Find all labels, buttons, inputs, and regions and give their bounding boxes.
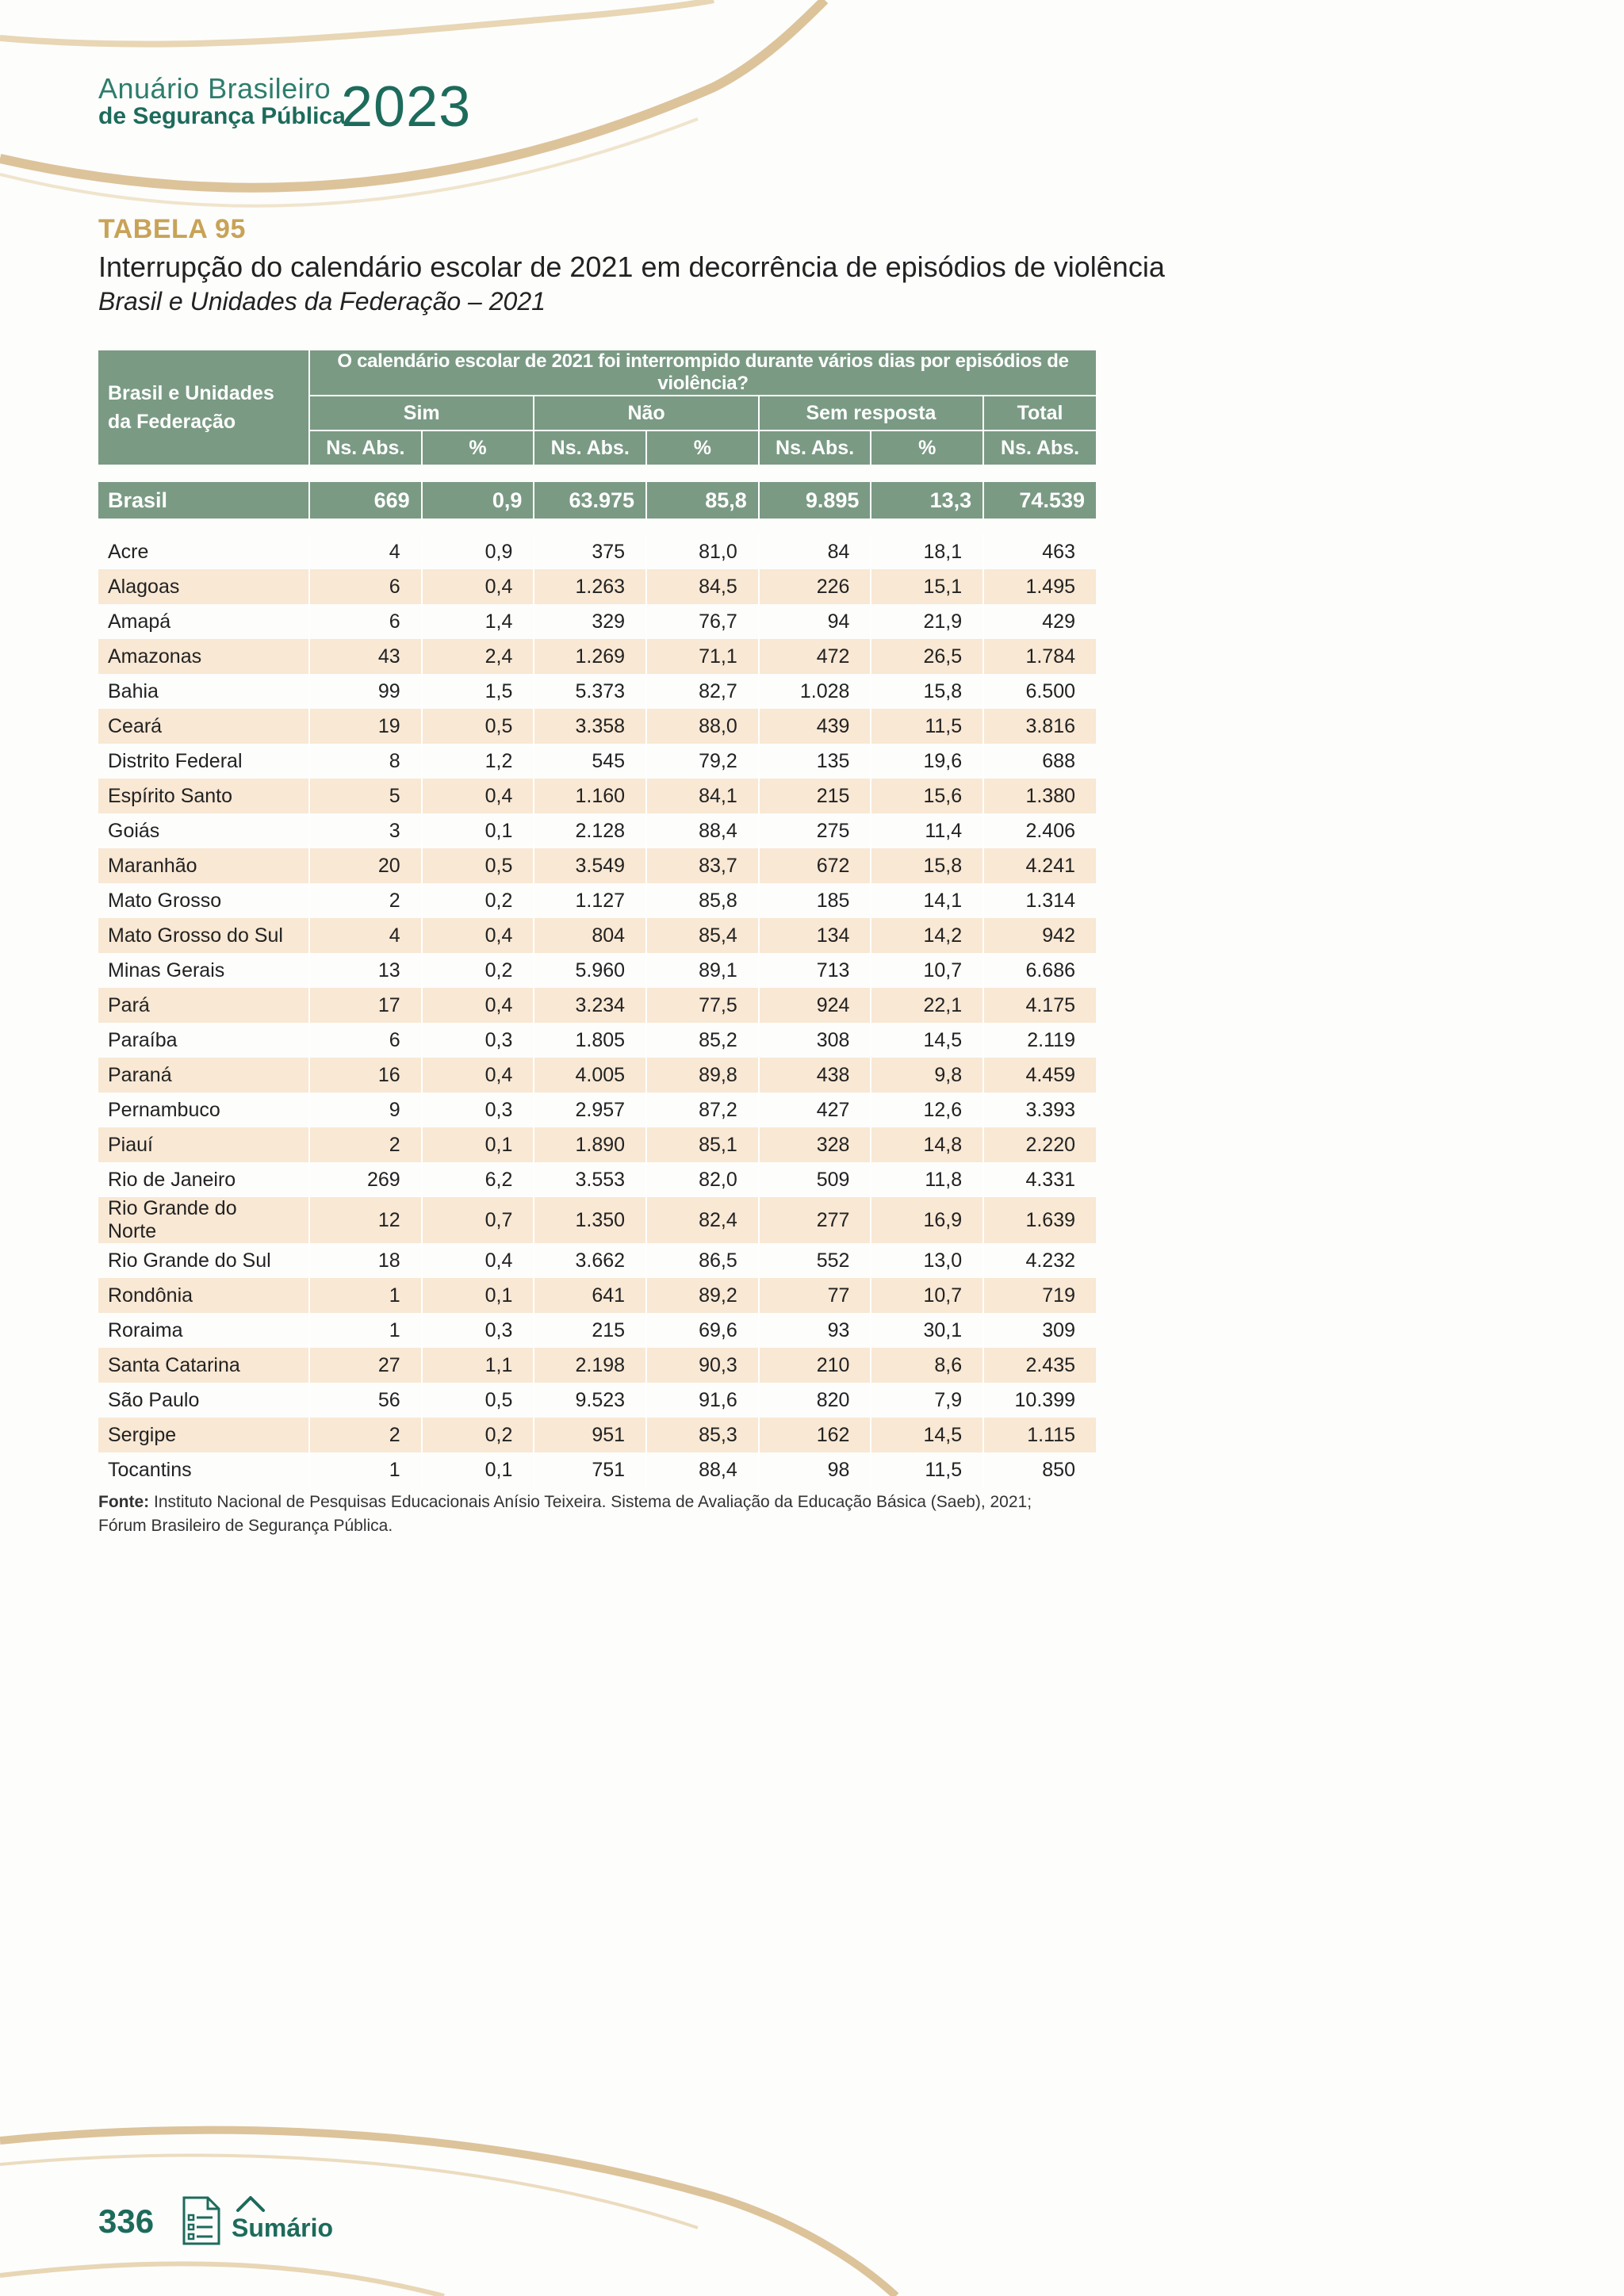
table-cell: 21,9: [871, 604, 983, 639]
table-cell: 0,1: [422, 1127, 534, 1162]
table-cell: 6.500: [983, 674, 1096, 709]
table-cell: 1.028: [759, 674, 871, 709]
table-cell: 2.198: [534, 1348, 646, 1383]
table-cell: Rio de Janeiro: [98, 1162, 309, 1197]
table-cell: 509: [759, 1162, 871, 1197]
header-region: Brasil e Unidades da Federação: [98, 350, 309, 465]
table-cell: 3.662: [534, 1243, 646, 1278]
table-cell: Amapá: [98, 604, 309, 639]
subheader-cell: Ns. Abs.: [534, 430, 646, 465]
data-table: [98, 350, 1096, 1487]
table-cell: 63.975: [534, 482, 646, 519]
table-cell: 4.241: [983, 848, 1096, 883]
table-cell: 15,8: [871, 848, 983, 883]
document-list-icon[interactable]: [181, 2195, 222, 2247]
table-cell: 18: [309, 1243, 422, 1278]
table-cell: 84,5: [646, 569, 759, 604]
table-cell: Pernambuco: [98, 1093, 309, 1127]
table-cell: Mato Grosso: [98, 883, 309, 918]
table-cell: 89,1: [646, 953, 759, 988]
table-title: Interrupção do calendário escolar de 2021 em decorrência de episódios de violência: [98, 251, 1165, 283]
table-cell: 751: [534, 1452, 646, 1487]
table-cell: 1.495: [983, 569, 1096, 604]
table-cell: 76,7: [646, 604, 759, 639]
table-cell: 87,2: [646, 1093, 759, 1127]
table-cell: 2: [309, 1418, 422, 1452]
table-cell: 713: [759, 953, 871, 988]
table-cell: 13,3: [871, 482, 983, 519]
table-cell: 3: [309, 813, 422, 848]
table-cell: 4: [309, 918, 422, 953]
table-cell: 86,5: [646, 1243, 759, 1278]
table-cell: 10,7: [871, 1278, 983, 1313]
table-cell: 30,1: [871, 1313, 983, 1348]
table-cell: 688: [983, 744, 1096, 779]
table-cell: 641: [534, 1278, 646, 1313]
table-cell: 5.373: [534, 674, 646, 709]
table-cell: 77: [759, 1278, 871, 1313]
table-cell: 162: [759, 1418, 871, 1452]
subheader-cell: %: [871, 430, 983, 465]
table-cell: 0,3: [422, 1093, 534, 1127]
table-cell: 375: [534, 534, 646, 569]
table-cell: 8,6: [871, 1348, 983, 1383]
table-cell: 16: [309, 1058, 422, 1093]
table-cell: 0,5: [422, 848, 534, 883]
table-cell: 1.350: [534, 1197, 646, 1243]
table-cell: Sergipe: [98, 1418, 309, 1452]
table-cell: 9: [309, 1093, 422, 1127]
table-cell: 463: [983, 534, 1096, 569]
table-cell: 1.263: [534, 569, 646, 604]
table-cell: 99: [309, 674, 422, 709]
table-cell: 0,9: [422, 534, 534, 569]
table-cell: 84,1: [646, 779, 759, 813]
table-cell: 4: [309, 534, 422, 569]
table-cell: Maranhão: [98, 848, 309, 883]
table-cell: 2: [309, 883, 422, 918]
table-row: [98, 1023, 1096, 1058]
table-cell: 719: [983, 1278, 1096, 1313]
table-cell: Amazonas: [98, 639, 309, 674]
publication-brand: [98, 72, 472, 139]
table-cell: 0,4: [422, 1058, 534, 1093]
table-cell: 13: [309, 953, 422, 988]
table-cell: 83,7: [646, 848, 759, 883]
table-cell: Pará: [98, 988, 309, 1023]
table-cell: 1,1: [422, 1348, 534, 1383]
table-cell: 82,0: [646, 1162, 759, 1197]
table-cell: 74.539: [983, 482, 1096, 519]
table-cell: 672: [759, 848, 871, 883]
table-cell: 472: [759, 639, 871, 674]
table-cell: 14,8: [871, 1127, 983, 1162]
table-cell: 88,0: [646, 709, 759, 744]
table-cell: 14,1: [871, 883, 983, 918]
table-cell: 18,1: [871, 534, 983, 569]
source-line2: Fórum Brasileiro de Segurança Pública.: [98, 1517, 393, 1535]
table-cell: 0,3: [422, 1023, 534, 1058]
table-cell: 1.127: [534, 883, 646, 918]
table-cell: 2.406: [983, 813, 1096, 848]
table-cell: 2.119: [983, 1023, 1096, 1058]
table-cell: 16,9: [871, 1197, 983, 1243]
table-cell: 4.232: [983, 1243, 1096, 1278]
table-row: [98, 883, 1096, 918]
table-cell: 185: [759, 883, 871, 918]
table-cell: 804: [534, 918, 646, 953]
header-group-nao: Não: [534, 396, 758, 430]
table-cell: 0,7: [422, 1197, 534, 1243]
table-row: [98, 813, 1096, 848]
table-cell: 10,7: [871, 953, 983, 988]
table-cell: Mato Grosso do Sul: [98, 918, 309, 953]
table-row: [98, 1093, 1096, 1127]
table-row: [98, 569, 1096, 604]
header-group-total: Total: [983, 396, 1096, 430]
table-cell: 26,5: [871, 639, 983, 674]
table-cell: 11,5: [871, 1452, 983, 1487]
summary-label: Sumário: [232, 2214, 334, 2242]
table-row: [98, 1313, 1096, 1348]
table-cell: 3.549: [534, 848, 646, 883]
table-cell: 0,5: [422, 1383, 534, 1418]
table-cell: 0,1: [422, 813, 534, 848]
table-cell: 90,3: [646, 1348, 759, 1383]
table-cell: Rio Grande do Norte: [98, 1197, 309, 1243]
header-group-sem-resposta: Sem resposta: [759, 396, 983, 430]
table-cell: São Paulo: [98, 1383, 309, 1418]
table-cell: 0,1: [422, 1278, 534, 1313]
header-question: O calendário escolar de 2021 foi interrompido durante vários dias por episódios de violência?: [309, 350, 1096, 396]
table-cell: 93: [759, 1313, 871, 1348]
table-row: [98, 674, 1096, 709]
table-cell: 11,8: [871, 1162, 983, 1197]
table-cell: 0,4: [422, 569, 534, 604]
table-cell: 438: [759, 1058, 871, 1093]
table-cell: 1.639: [983, 1197, 1096, 1243]
table-cell: 545: [534, 744, 646, 779]
table-cell: Ceará: [98, 709, 309, 744]
table-cell: 0,5: [422, 709, 534, 744]
table-cell: 84: [759, 534, 871, 569]
table-cell: 17: [309, 988, 422, 1023]
table-row: [98, 639, 1096, 674]
table-cell: 15,8: [871, 674, 983, 709]
table-cell: 14,2: [871, 918, 983, 953]
table-cell: 1: [309, 1313, 422, 1348]
table-cell: 2: [309, 1127, 422, 1162]
table-cell: 1.115: [983, 1418, 1096, 1452]
table-cell: 3.816: [983, 709, 1096, 744]
table-cell: Paraíba: [98, 1023, 309, 1058]
table-row: [98, 988, 1096, 1023]
table-cell: 210: [759, 1348, 871, 1383]
table-cell: 8: [309, 744, 422, 779]
table-row-brasil: [98, 482, 1096, 519]
table-cell: 85,3: [646, 1418, 759, 1452]
table-cell: 3.393: [983, 1093, 1096, 1127]
table-cell: 9.523: [534, 1383, 646, 1418]
table-row: [98, 1243, 1096, 1278]
table-cell: 2.128: [534, 813, 646, 848]
table-cell: 269: [309, 1162, 422, 1197]
chevron-up-icon: [235, 2195, 266, 2212]
table-cell: 439: [759, 709, 871, 744]
table-cell: 2.220: [983, 1127, 1096, 1162]
table-cell: 6: [309, 569, 422, 604]
table-row: [98, 744, 1096, 779]
table-cell: 85,2: [646, 1023, 759, 1058]
table-cell: 85,1: [646, 1127, 759, 1162]
table-cell: 1.314: [983, 883, 1096, 918]
table-cell: 11,5: [871, 709, 983, 744]
brand-line1: Anuário Brasileiro: [98, 72, 331, 105]
table-cell: 309: [983, 1313, 1096, 1348]
table-row: [98, 709, 1096, 744]
table-cell: Santa Catarina: [98, 1348, 309, 1383]
table-cell: 13,0: [871, 1243, 983, 1278]
table-cell: 56: [309, 1383, 422, 1418]
table-cell: 850: [983, 1452, 1096, 1487]
table-row: [98, 953, 1096, 988]
table-row: [98, 1278, 1096, 1313]
table-cell: 14,5: [871, 1023, 983, 1058]
table-cell: 3.358: [534, 709, 646, 744]
table-cell: 2.435: [983, 1348, 1096, 1383]
table-cell: Tocantins: [98, 1452, 309, 1487]
table-cell: 226: [759, 569, 871, 604]
table-cell: 215: [534, 1313, 646, 1348]
table-cell: Roraima: [98, 1313, 309, 1348]
table-cell: 3.553: [534, 1162, 646, 1197]
table-cell: 329: [534, 604, 646, 639]
table-cell: 6: [309, 1023, 422, 1058]
table-row: [98, 604, 1096, 639]
table-row: [98, 534, 1096, 569]
table-cell: 4.331: [983, 1162, 1096, 1197]
table-cell: 5: [309, 779, 422, 813]
table-cell: 43: [309, 639, 422, 674]
table-row: [98, 1348, 1096, 1383]
table-cell: 9,8: [871, 1058, 983, 1093]
table-cell: 85,8: [646, 883, 759, 918]
table-cell: 215: [759, 779, 871, 813]
table-cell: 4.175: [983, 988, 1096, 1023]
table-cell: 1: [309, 1452, 422, 1487]
source-note: [98, 1490, 1208, 1538]
table-cell: 91,6: [646, 1383, 759, 1418]
table-cell: 135: [759, 744, 871, 779]
source-line1: Instituto Nacional de Pesquisas Educacionais Anísio Teixeira. Sistema de Avaliação da Educação Básica (Saeb), 2021;: [149, 1493, 1032, 1511]
table-cell: 19,6: [871, 744, 983, 779]
table-cell: 1.890: [534, 1127, 646, 1162]
table-cell: 85,8: [646, 482, 759, 519]
table-row: [98, 779, 1096, 813]
table-cell: 12,6: [871, 1093, 983, 1127]
table-cell: 924: [759, 988, 871, 1023]
table-cell: Minas Gerais: [98, 953, 309, 988]
table-cell: 0,1: [422, 1452, 534, 1487]
table-row: [98, 1418, 1096, 1452]
table-cell: 0,2: [422, 883, 534, 918]
table-cell: 1: [309, 1278, 422, 1313]
table-cell: Goiás: [98, 813, 309, 848]
table-cell: 429: [983, 604, 1096, 639]
table-cell: 0,9: [422, 482, 534, 519]
table-cell: 82,4: [646, 1197, 759, 1243]
table-cell: Brasil: [98, 482, 309, 519]
table-cell: 11,4: [871, 813, 983, 848]
subheader-cell: Ns. Abs.: [983, 430, 1096, 465]
table-body: [98, 465, 1096, 1487]
table-cell: 88,4: [646, 1452, 759, 1487]
table-cell: 427: [759, 1093, 871, 1127]
table-row: [98, 1058, 1096, 1093]
table-row: [98, 848, 1096, 883]
subheader-cell: Ns. Abs.: [309, 430, 422, 465]
table-cell: 89,2: [646, 1278, 759, 1313]
table-cell: 2.957: [534, 1093, 646, 1127]
table-cell: 820: [759, 1383, 871, 1418]
subheader-cell: %: [646, 430, 759, 465]
table-cell: 0,2: [422, 1418, 534, 1452]
table-cell: 15,1: [871, 569, 983, 604]
page-number: 336: [98, 2202, 155, 2240]
table-cell: Rondônia: [98, 1278, 309, 1313]
table-cell: 669: [309, 482, 422, 519]
table-cell: 22,1: [871, 988, 983, 1023]
table-cell: 1.380: [983, 779, 1096, 813]
table-cell: 88,4: [646, 813, 759, 848]
table-cell: 20: [309, 848, 422, 883]
brand-year: 2023: [341, 75, 472, 139]
table-cell: 4.005: [534, 1058, 646, 1093]
table-cell: 69,6: [646, 1313, 759, 1348]
table-cell: 12: [309, 1197, 422, 1243]
table-cell: 1.269: [534, 639, 646, 674]
table-row: [98, 1197, 1096, 1243]
table-cell: 1,2: [422, 744, 534, 779]
table-cell: 4.459: [983, 1058, 1096, 1093]
table-row: [98, 918, 1096, 953]
table-cell: 1,4: [422, 604, 534, 639]
table-cell: 2,4: [422, 639, 534, 674]
table-cell: 9.895: [759, 482, 871, 519]
table-cell: Acre: [98, 534, 309, 569]
table-cell: 10.399: [983, 1383, 1096, 1418]
table-number: TABELA 95: [98, 214, 246, 244]
table-row: [98, 1127, 1096, 1162]
table-cell: 1,5: [422, 674, 534, 709]
table-cell: 85,4: [646, 918, 759, 953]
table-cell: 277: [759, 1197, 871, 1243]
table-cell: 328: [759, 1127, 871, 1162]
table-cell: 552: [759, 1243, 871, 1278]
table-cell: 0,3: [422, 1313, 534, 1348]
table-row: [98, 1452, 1096, 1487]
subheader-cell: Ns. Abs.: [759, 430, 871, 465]
table-cell: 5.960: [534, 953, 646, 988]
table-cell: 89,8: [646, 1058, 759, 1093]
table-cell: Piauí: [98, 1127, 309, 1162]
table-cell: 0,2: [422, 953, 534, 988]
table-cell: 77,5: [646, 988, 759, 1023]
table-row: [98, 1383, 1096, 1418]
table-cell: Paraná: [98, 1058, 309, 1093]
table-cell: 134: [759, 918, 871, 953]
table-cell: 14,5: [871, 1418, 983, 1452]
brand-line2: de Segurança Pública: [98, 103, 346, 129]
table-cell: 19: [309, 709, 422, 744]
table-cell: Rio Grande do Sul: [98, 1243, 309, 1278]
table-cell: 6: [309, 604, 422, 639]
table-cell: 1.805: [534, 1023, 646, 1058]
table-cell: 3.234: [534, 988, 646, 1023]
table-cell: 15,6: [871, 779, 983, 813]
table-cell: 0,4: [422, 779, 534, 813]
table-cell: 0,4: [422, 1243, 534, 1278]
subheader-cell: %: [422, 430, 534, 465]
table-cell: 308: [759, 1023, 871, 1058]
table-cell: 0,4: [422, 988, 534, 1023]
table-cell: 71,1: [646, 639, 759, 674]
table-cell: Espírito Santo: [98, 779, 309, 813]
table-cell: 951: [534, 1418, 646, 1452]
table-cell: 275: [759, 813, 871, 848]
table-cell: 0,4: [422, 918, 534, 953]
table-cell: 94: [759, 604, 871, 639]
table-cell: 1.160: [534, 779, 646, 813]
source-label: Fonte:: [98, 1493, 150, 1511]
table-cell: 98: [759, 1452, 871, 1487]
table-cell: 6,2: [422, 1162, 534, 1197]
table-cell: 1.784: [983, 639, 1096, 674]
table-cell: 81,0: [646, 534, 759, 569]
table-cell: 6.686: [983, 953, 1096, 988]
table-cell: Distrito Federal: [98, 744, 309, 779]
table-cell: Alagoas: [98, 569, 309, 604]
table-cell: 79,2: [646, 744, 759, 779]
table-cell: 942: [983, 918, 1096, 953]
table-subtitle: Brasil e Unidades da Federação – 2021: [98, 287, 546, 316]
table-cell: 27: [309, 1348, 422, 1383]
table-cell: Bahia: [98, 674, 309, 709]
table-cell: 7,9: [871, 1383, 983, 1418]
header-group-sim: Sim: [309, 396, 534, 430]
table-row: [98, 1162, 1096, 1197]
table-cell: 82,7: [646, 674, 759, 709]
